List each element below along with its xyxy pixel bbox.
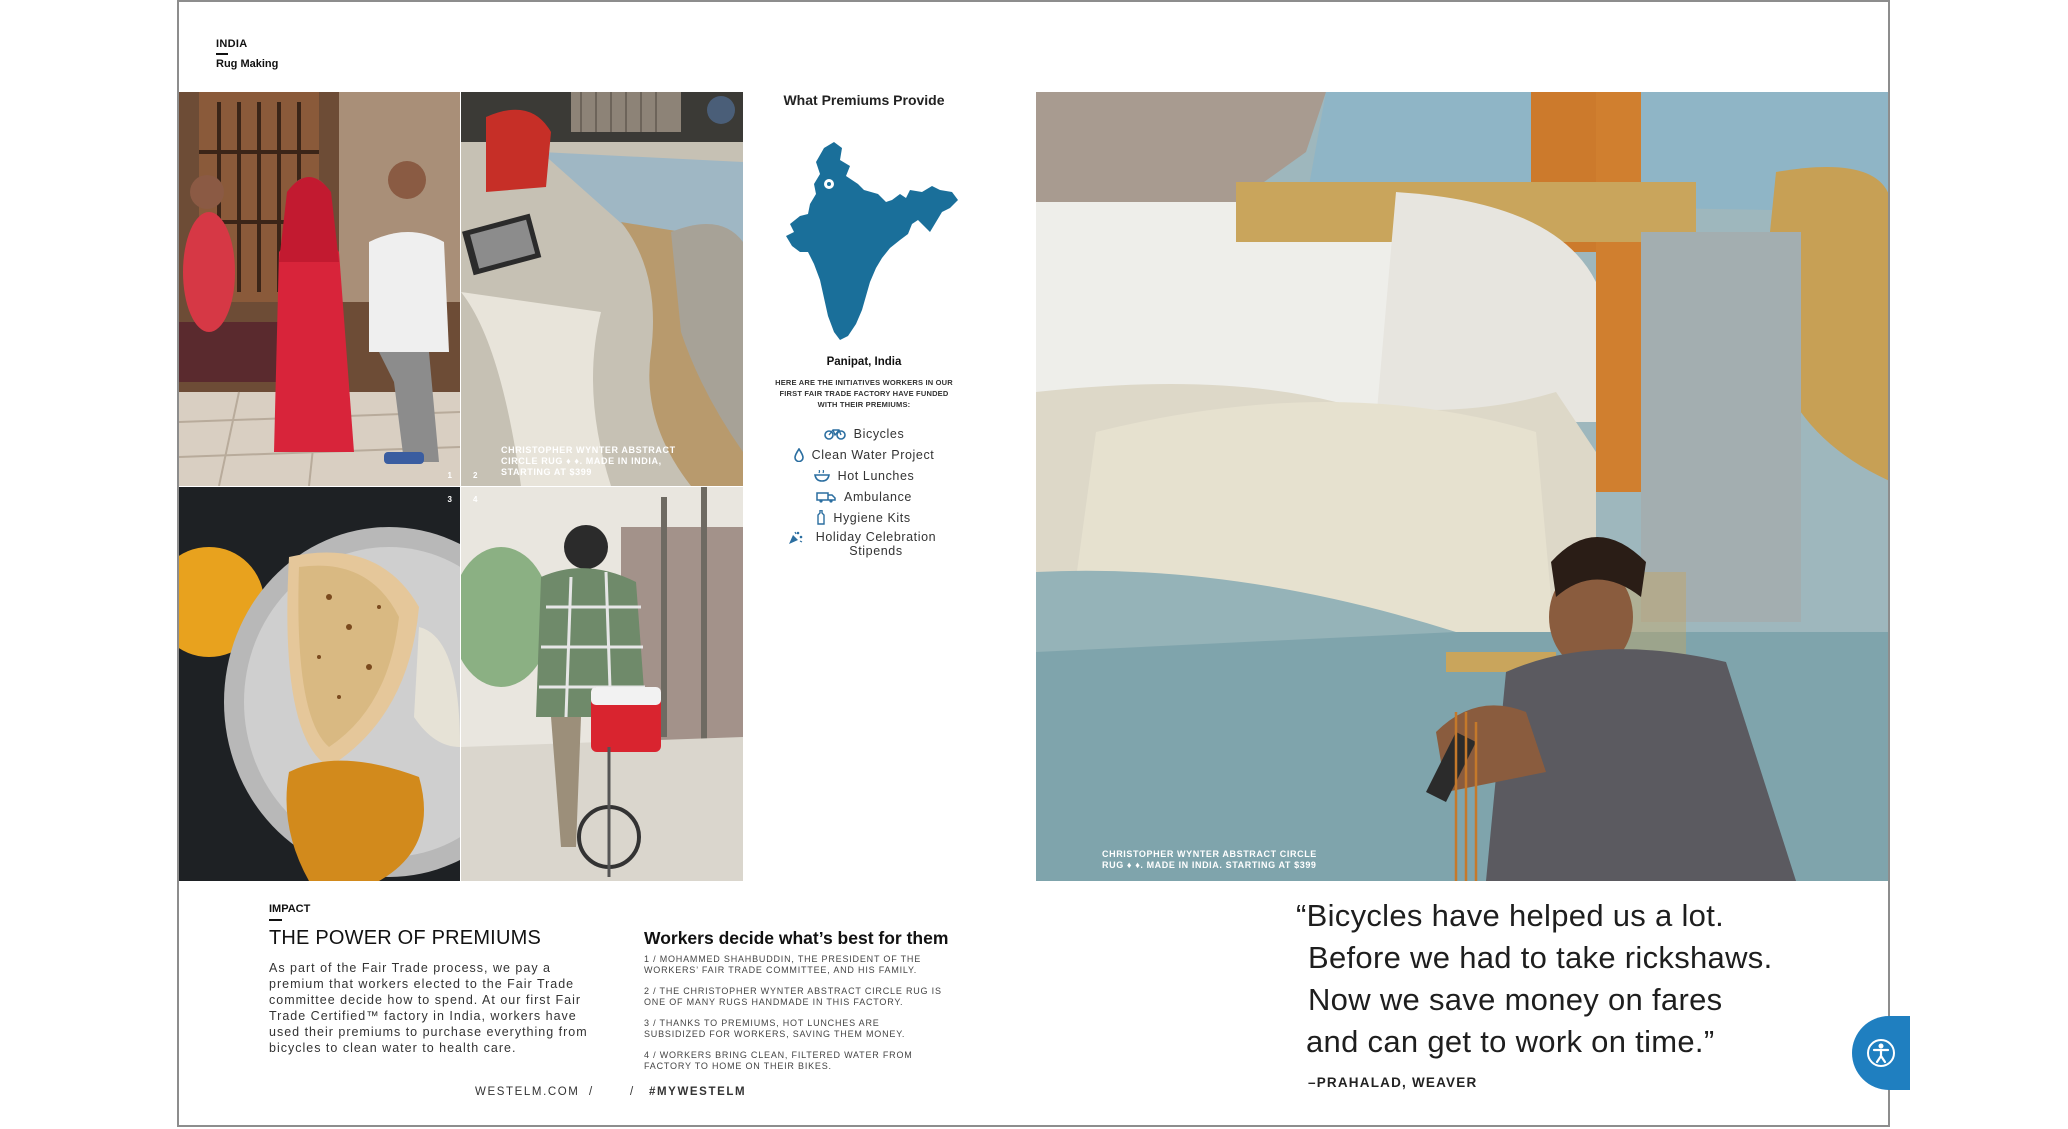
bottle-icon	[817, 510, 825, 525]
list-item-label: Ambulance	[844, 489, 912, 504]
photo-cyclist	[461, 487, 743, 881]
list-item-label: Bicycles	[853, 426, 905, 441]
list-item	[764, 465, 964, 486]
list-item	[764, 423, 964, 444]
photo-number: 3	[447, 495, 452, 504]
celebration-icon	[787, 531, 803, 545]
photo-number: 4	[473, 495, 478, 504]
photo-caption: CHRISTOPHER WYNTER ABSTRACT CIRCLE RUG ♦ ♦. MADE IN INDIA, STARTING AT $399	[501, 445, 676, 477]
impact-rule	[269, 919, 282, 921]
premiums-title: What Premiums Provide	[783, 92, 945, 108]
list-item-label: Hygiene Kits	[833, 510, 911, 525]
list-item	[764, 444, 964, 465]
photo-number: 2	[473, 471, 478, 480]
note-item: 1 / MOHAMMED SHAHBUDDIN, THE PRESIDENT OF THE WORKERS’ FAIR TRADE COMMITTEE, AND HIS FAMILY.	[644, 954, 922, 975]
impact-label: IMPACT	[269, 903, 311, 915]
footer-site: WESTELM.COM	[475, 1086, 580, 1098]
list-item	[764, 528, 964, 558]
footer-separator: /	[630, 1086, 634, 1098]
note-item: 2 / THE CHRISTOPHER WYNTER ABSTRACT CIRCLE RUG IS ONE OF MANY RUGS HANDMADE IN THIS FACTORY.	[644, 986, 942, 1007]
india-map-icon	[782, 140, 958, 342]
accessibility-icon	[1866, 1038, 1896, 1068]
main-photo-caption: CHRISTOPHER WYNTER ABSTRACT CIRCLE RUG ♦ ♦. MADE IN INDIA. STARTING AT $399	[1102, 849, 1317, 870]
section-topic: Rug Making	[216, 58, 279, 70]
quote-line: Before we had to take rickshaws.	[1308, 940, 1773, 975]
section-country: INDIA	[216, 38, 248, 50]
quote-line: Now we save money on fares	[1308, 982, 1723, 1017]
photo-family	[179, 92, 460, 486]
list-item-label: Holiday Celebration Stipends	[815, 530, 937, 558]
workers-notes	[644, 954, 944, 1082]
photo-number: 1	[447, 471, 452, 480]
magazine-spread	[177, 0, 1890, 1127]
footer-hashtag: #MYWESTELM	[649, 1086, 747, 1098]
photo-weaver-rug	[1036, 92, 1890, 881]
list-item-label: Hot Lunches	[837, 468, 915, 483]
photo-food	[179, 487, 460, 881]
footer-separator: /	[589, 1086, 593, 1098]
list-item-label: Clean Water Project	[811, 447, 935, 462]
note-item: 3 / THANKS TO PREMIUMS, HOT LUNCHES ARE SUBSIDIZED FOR WORKERS, SAVING THEM MONEY.	[644, 1018, 906, 1039]
quote-attribution: –PRAHALAD, WEAVER	[1308, 1075, 1478, 1090]
header-rule	[216, 53, 228, 55]
note-item: 4 / WORKERS BRING CLEAN, FILTERED WATER FROM FACTORY TO HOME ON THEIR BIKES.	[644, 1050, 913, 1071]
quote-line: and can get to work on time.”	[1306, 1024, 1715, 1059]
list-item	[764, 507, 964, 528]
bicycle-icon	[824, 428, 846, 440]
impact-heading: THE POWER OF PREMIUMS	[269, 927, 541, 949]
premiums-list	[764, 423, 964, 558]
pull-quote	[1296, 895, 1773, 1063]
impact-body: As part of the Fair Trade process, we pay a premium that workers elected to the Fair Trade committee decide how to spend. At our first Fair Trade Certified™ factory in India, workers have used their premiums to purchase everything from bicycles to clean water to health care.	[269, 961, 588, 1055]
water-drop-icon	[794, 448, 804, 462]
quote-line: “Bicycles have helped us a lot.	[1296, 898, 1725, 933]
photo-rug-room	[461, 92, 743, 486]
list-item	[764, 486, 964, 507]
premiums-intro: HERE ARE THE INITIATIVES WORKERS IN OUR FIRST FAIR TRADE FACTORY HAVE FUNDED WITH THEIR PREMIUMS:	[775, 378, 953, 409]
ambulance-icon	[816, 491, 836, 503]
map-location: Panipat, India	[826, 356, 902, 368]
workers-heading: Workers decide what’s best for them	[644, 928, 949, 948]
bowl-icon	[814, 470, 830, 482]
